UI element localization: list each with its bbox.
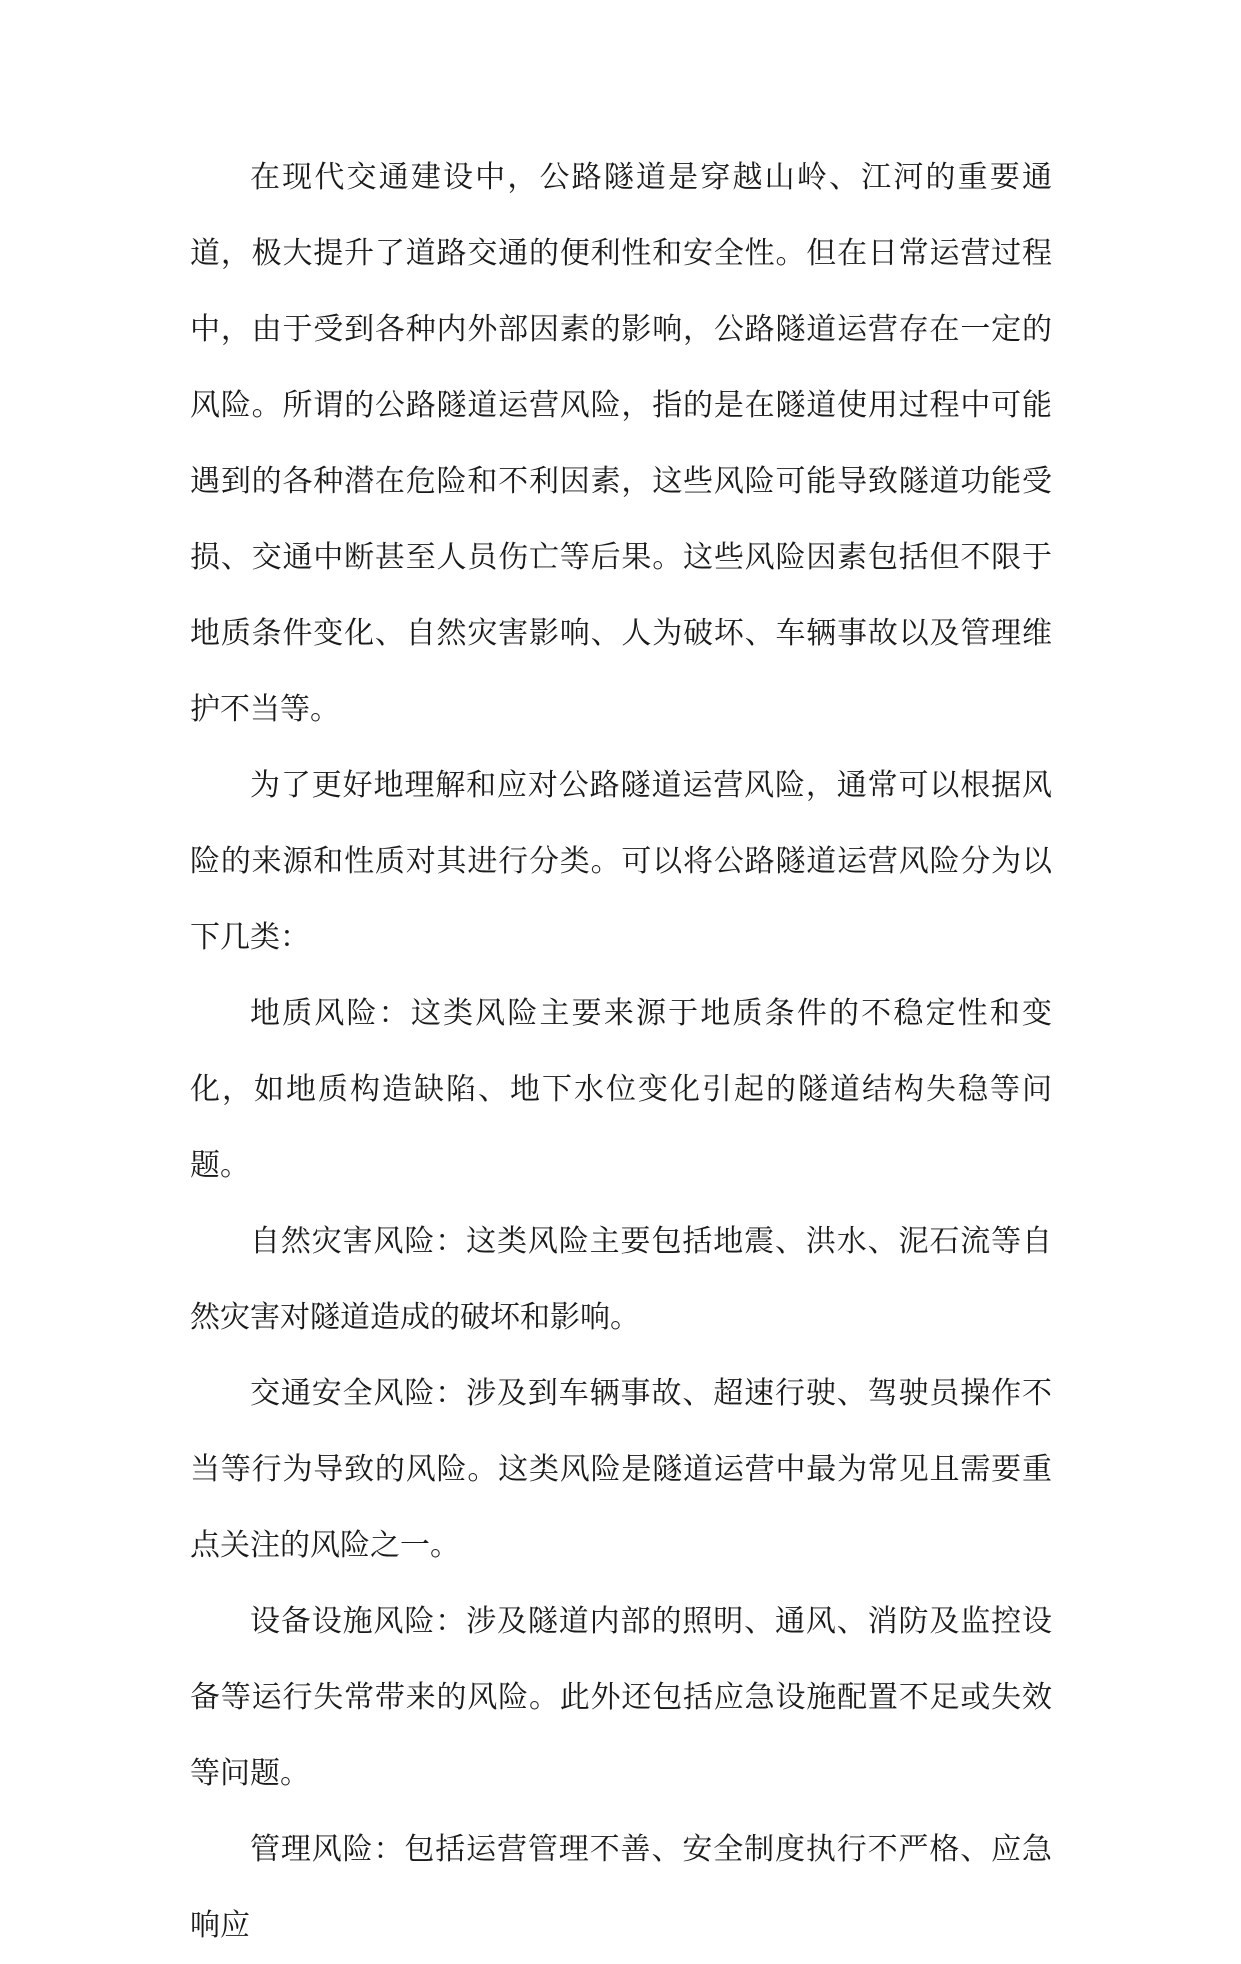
paragraph-management-risk: 管理风险：包括运营管理不善、安全制度执行不严格、应急响应 [190,1832,1052,1943]
paragraph-equipment-risk: 设备设施风险：涉及隧道内部的照明、通风、消防及监控设备等运行失常带来的风险。此外还包括应急设施配置不足或失效等问题。 [190,1604,1052,1791]
paragraph-geological-risk: 地质风险：这类风险主要来源于地质条件的不稳定性和变化，如地质构造缺陷、地下水位变化引起的隧道结构失稳等问题。 [190,996,1052,1183]
paragraph-intro: 在现代交通建设中，公路隧道是穿越山岭、江河的重要通道，极大提升了道路交通的便利性和安全性。但在日常运营过程中，由于受到各种内外部因素的影响，公路隧道运营存在一定的风险。所谓的公路隧道运营风险，指的是在隧道使用过程中可能遇到的各种潜在危险和不利因素，这些风险可能导致隧道功能受损、交通中断甚至人员伤亡等后果。这些风险因素包括但不限于地质条件变化、自然灾害影响、人为破坏、车辆事故以及管理维护不当等。 [190,160,1052,727]
document-body [190,140,1052,1964]
paragraph-traffic-safety-risk: 交通安全风险：涉及到车辆事故、超速行驶、驾驶员操作不当等行为导致的风险。这类风险是隧道运营中最为常见且需要重点关注的风险之一。 [190,1376,1052,1563]
paragraph-natural-disaster-risk: 自然灾害风险：这类风险主要包括地震、洪水、泥石流等自然灾害对隧道造成的破坏和影响。 [190,1224,1052,1335]
paragraph-classification: 为了更好地理解和应对公路隧道运营风险，通常可以根据风险的来源和性质对其进行分类。可以将公路隧道运营风险分为以下几类： [190,768,1052,955]
